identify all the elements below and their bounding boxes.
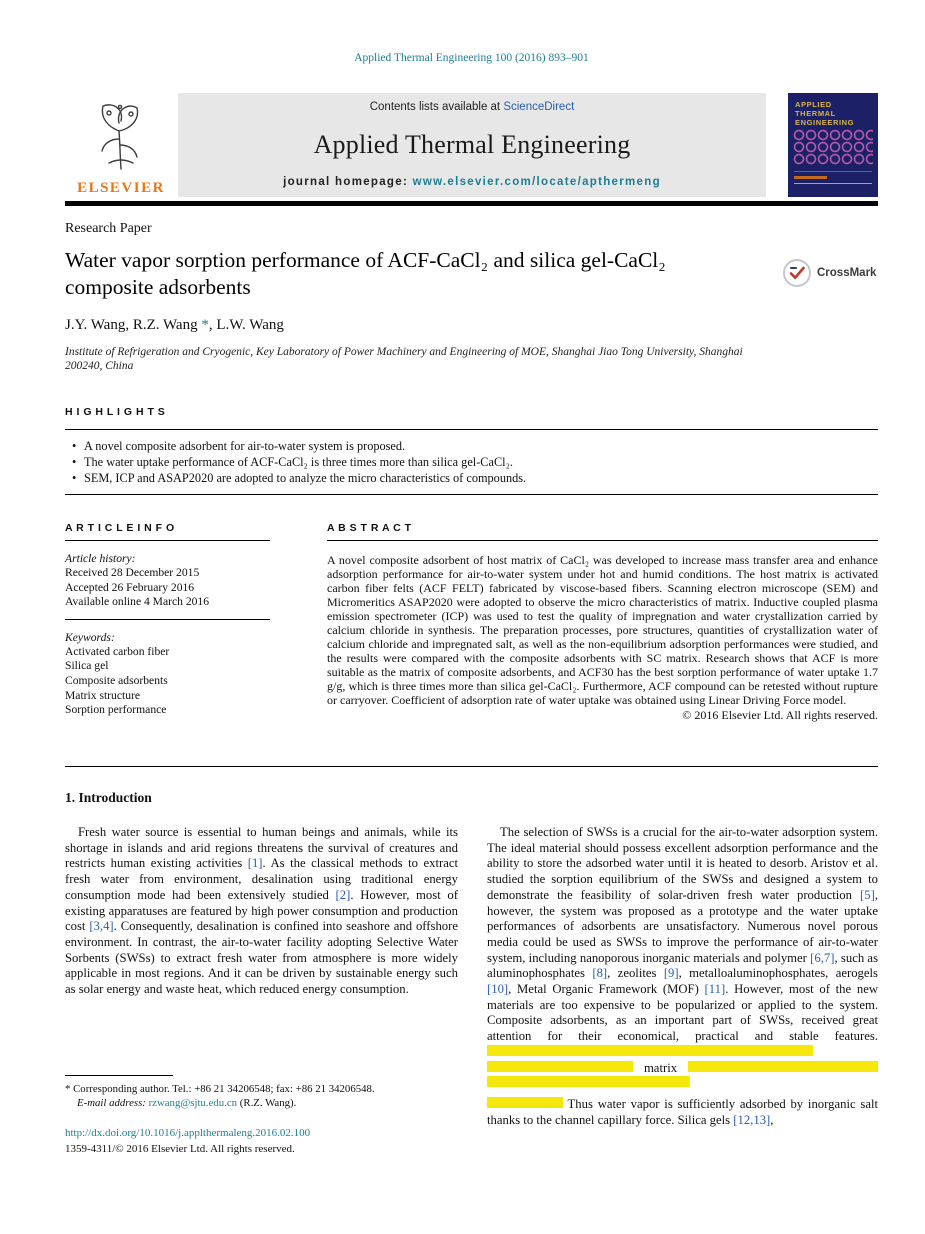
corresponding-author-note: * Corresponding author. Tel.: +86 21 34206548; fax: +86 21 34206548. [65,1083,375,1095]
elsevier-logo [65,93,177,197]
article-info-column [65,522,270,718]
header-divider-bar [65,201,878,206]
keyword-item: Matrix structure [65,688,141,702]
citation-ref[interactable]: [8] [592,966,608,981]
citation-ref[interactable]: [2] [335,887,351,902]
text-run: J.Y. Wang, R.Z. Wang [65,317,202,333]
journal-citation[interactable]: Applied Thermal Engineering 100 (2016) 893–901 [354,52,589,64]
section-heading-introduction: 1. Introduction [65,790,152,805]
keyword-item: Composite adsorbents [65,673,168,687]
abstract-text: A novel composite adsorbent of host matrix of CaCl₂ was developed to increase mass transfer area and enhance adsorption performance for air-to-water system under hot and humid conditions. The host matrix is activated carbon fiber felts (ACF FELT) fabricated by viscose-based fibers. Scanning electron microscope (SEM) and Micromeritics ASAP2020 were adopted to observe the micro characteristics of matrix. Inductive coupled plasma emission spectrometer (ICP) was used to test the quality of impregnation and water crystallization carried by calcium chloride in synthesis. The preparation processes, pore structures, quantities of crystallization water of calcium chloride and impregnated salt, as well as the non-equilibrium adsorption performances were studied, and the results were compared with the composite adsorbents with SC matrix. Research shows that ACF is more suitable as the matrix of composite adsorbents, and ACF30 has the best sorption performance of water uptake 1.7 g/g, which is three times more than silica gel-CaCl₂. Furthermore, ACF compound can be retested without rupture or carryover. Coefficient of adsorption rate of water uptake was obtained using Linear Driving Force model. [327,553,878,707]
homepage-label: journal homepage: [283,176,409,188]
intro-right-column [487,825,878,1128]
text-run: . However, most of the new materials are too expensive to be popularized or applied to the system. Composite adsorbents, as an important part of SWSs, received great attention for their economical, practical and stable features. [487,982,878,1044]
affiliation: Institute of Refrigeration and Cryogenic, Key Laboratory of Power Machinery and Engineering of MOE, Shanghai Jiao Tong University, Shanghai 200240, China [65,346,743,372]
text-run: , such as aluminophosphates [487,950,879,981]
history-item: Available online 4 March 2016 [65,595,210,609]
journal-header [65,93,878,197]
inline-link[interactable]: rzwang@sjtu.edu.cn [148,1096,238,1109]
text-run: , Metal Organic Framework (MOF) [508,982,705,997]
crossmark-icon [782,258,812,288]
rule [65,540,270,541]
article-type-label: Research Paper [65,221,152,236]
text-run: , [770,1112,774,1127]
rule [65,494,878,495]
citation-ref[interactable]: [6,7] [810,950,835,965]
elsevier-tree-icon [79,93,163,177]
citation-ref[interactable]: [1] [247,856,263,871]
keyword-item: Silica gel [65,659,109,673]
contents-label: Contents lists available at [369,101,501,113]
issn-copyright-line: 1359-4311/© 2016 Elsevier Ltd. All rights reserved. [65,1143,295,1155]
footnote-rule [65,1075,173,1076]
cover-footer-art [794,171,872,191]
journal-cover-thumbnail [788,93,878,197]
rule [65,766,878,767]
sciencedirect-link[interactable]: ScienceDirect [503,101,575,113]
crossmark-badge[interactable] [782,258,878,288]
abstract-column [327,522,878,722]
highlight-item: • SEM, ICP and ASAP2020 are adopted to analyze the micro characteristics of compounds. [72,470,868,486]
text-run: , however, the system was proposed as a prototype and the water uptake performances of adsorbents are unsatisfactory. Numerous novel porous media could be used as SWSs to improve the performance of air-to-water system, including nanoporous inorganic materials and polymer [487,887,878,965]
highlight-redaction [487,1061,633,1072]
abstract-heading: A B S T R A C T [327,522,412,534]
text-run: , zeolites [607,966,664,981]
copyright-line: © 2016 Elsevier Ltd. All rights reserved. [682,708,878,722]
text-run: (R.Z. Wang). [237,1096,297,1109]
highlight-item: • The water uptake performance of ACF-CaCl₂ is three times more than silica gel-CaCl₂. [72,454,868,470]
intro-paragraph-right [487,825,878,1092]
intro-paragraph-left [65,825,458,998]
highlight-redaction [487,1045,813,1056]
footnote-block [65,1075,465,1110]
text-run: . As the classical methods to extract fresh water from environment, desalination using traditional energy consumption mode had been extensively studied [65,856,459,902]
history-item: Received 28 December 2015 [65,566,200,579]
text-run: . However, most of existing apparatuses are featured by high power consumption and production cost [65,887,458,934]
elsevier-wordmark: ELSEVIER [77,180,165,196]
highlight-redaction [487,1097,563,1108]
doi-link[interactable]: http://dx.doi.org/10.1016/j.applthermaleng.2016.02.100 [65,1127,311,1139]
inline-link[interactable]: * [201,317,209,333]
highlights-list [72,438,868,486]
keywords-label: Keywords: [65,630,115,644]
cover-art-pattern [793,129,873,165]
intro-left-column [65,825,458,998]
highlight-redaction [487,1076,690,1087]
highlight-redaction [688,1061,878,1072]
text-run: Fresh water source is essential to human beings and animals, while its shortage in islands and arid regions threatens the survival of creatures and restricts human existing activities [65,825,458,871]
rule [65,619,270,620]
journal-title: Applied Thermal Engineering [313,129,631,159]
citation-ref[interactable]: [11] [704,982,726,997]
history-item: Accepted 26 February 2016 [65,580,195,594]
highlights-heading: H I G H L I G H T S [65,406,166,418]
rule [327,540,878,541]
crossmark-label: CrossMark [817,267,877,279]
text-run: . Consequently, desalination is confined into seashore and offshore environment. In contrast, the air-to-water facility adopting Selective Water Sorbents (SWSs) to extract fresh water from atmosphere is more widely applicable in most regions. And it can be driven by sustainable energy such as solar energy and waste heat, which reduced energy consumption. [65,919,458,997]
article-info-heading: A R T I C L E I N F O [65,522,175,534]
citation-ref[interactable]: [9] [663,966,679,981]
text-run: , metalloaluminophosphates, aerogels [678,966,878,981]
highlight-item: • A novel composite adsorbent for air-to-water system is proposed. [72,438,868,454]
citation-ref[interactable]: [12,13] [733,1112,771,1127]
keyword-item: Sorption performance [65,703,167,717]
rule [65,429,878,430]
text-run: E-mail address: [77,1096,149,1109]
contents-line [178,101,766,113]
citation-ref[interactable]: [10] [487,982,509,997]
authors-line [65,317,284,334]
article-title: Water vapor sorption performance of ACF-CaCl₂ and silica gel-CaCl₂ composite adsorbents [65,248,666,299]
email-line [65,1097,465,1111]
article-history-label: Article history: [65,552,136,565]
journal-homepage-link[interactable]: www.elsevier.com/locate/apthermeng [412,176,661,188]
journal-banner [178,93,766,197]
cover-title: APPLIED THERMAL ENGINEERING [795,100,855,127]
intro-paragraph-right-2 [487,1097,878,1128]
citation-ref[interactable]: [3,4] [89,919,114,934]
keyword-item: Activated carbon fiber [65,644,170,658]
text-run: , L.W. Wang [208,317,284,333]
text-run: Thus water vapor is sufficiently adsorbed by inorganic salt thanks to the channel capillary force. Silica gels [487,1096,878,1127]
text-run: The selection of SWSs is a crucial for the air-to-water adsorption system. The ideal material should possess excellent adsorption performance and the ability to store the adsorbed water until it is heated to desorb. Aristov et al. studied the sorption equilibrium of the SWSs and designed a system to demonstrate the feasibility of solar-driven fresh water production [487,825,878,902]
text-run: matrix [633,1060,688,1075]
homepage-line [178,176,766,188]
citation-ref[interactable]: [5] [860,887,875,902]
